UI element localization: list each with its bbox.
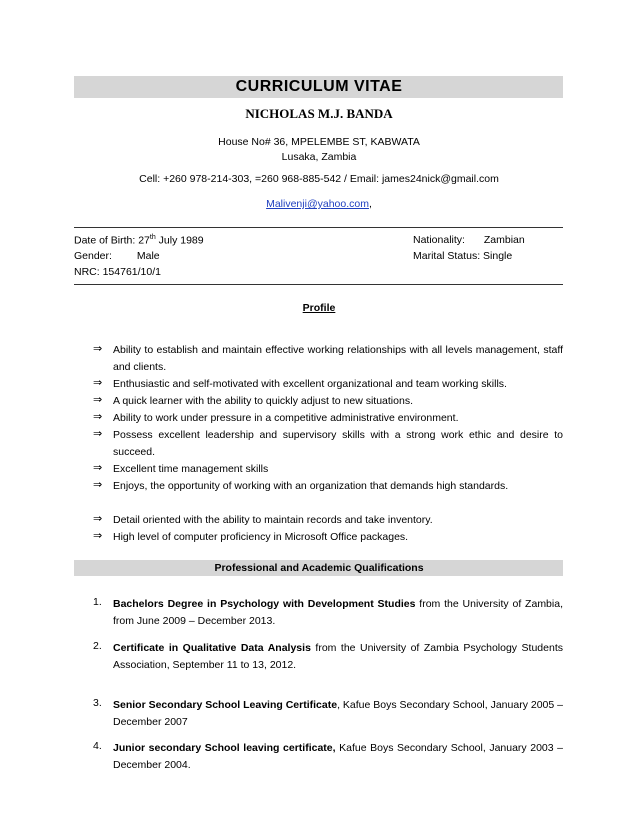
alt-email-line <box>0 198 638 210</box>
qualification-detail: from the University of Zambia Psychology Students Association, September 11 to 13, 2012. <box>113 642 563 671</box>
bullet-arrow-icon: ⇒ <box>93 411 103 423</box>
divider-bottom <box>74 284 563 285</box>
address-line-1: House No# 36, MPELEMBE ST, KABWATA <box>218 136 420 148</box>
gender-value: Male <box>136 250 160 262</box>
bullet-arrow-icon: ⇒ <box>93 479 103 491</box>
bullet-arrow-icon: ⇒ <box>93 530 103 542</box>
qualification-title: Bachelors Degree in Psychology with Development Studies <box>113 598 416 610</box>
list-item: Ability to establish and maintain effective working relationships with all levels management, staff and clients. <box>113 344 563 373</box>
bullet-arrow-icon: ⇒ <box>93 513 103 525</box>
bullet-arrow-icon: ⇒ <box>93 343 103 355</box>
qualifications-heading: Professional and Academic Qualifications <box>214 562 424 574</box>
document-title: CURRICULUM VITAE <box>235 78 403 95</box>
list-item: Enthusiastic and self-motivated with excellent organizational and team working skills. <box>113 378 507 390</box>
qualification-title: Junior secondary School leaving certificate, <box>113 742 336 754</box>
list-item: Detail oriented with the ability to maintain records and take inventory. <box>113 514 433 526</box>
bullet-arrow-icon: ⇒ <box>93 428 103 440</box>
address-line-2: Lusaka, Zambia <box>281 151 357 163</box>
dob-row <box>74 234 204 247</box>
gender-row <box>74 250 160 262</box>
list-item: High level of computer proficiency in Microsoft Office packages. <box>113 531 409 543</box>
list-item: Ability to work under pressure in a competitive administrative environment. <box>113 412 459 424</box>
alt-email-link[interactable]: Malivenji@yahoo.com <box>266 198 369 210</box>
qualification-item <box>113 596 563 630</box>
nationality-value: Zambian <box>483 234 525 246</box>
nationality-row <box>413 234 525 246</box>
profile-heading: Profile <box>302 302 336 314</box>
qualification-detail: from the University of Zambia, from June 2009 – December 2013. <box>113 598 563 627</box>
qualification-detail: Kafue Boys Secondary School, January 2003 – December 2004. <box>113 742 563 771</box>
dob-suffix: th <box>149 234 156 241</box>
qualification-number: 2. <box>93 640 102 652</box>
bullet-arrow-icon: ⇒ <box>93 377 103 389</box>
list-item: Possess excellent leadership and supervisory skills with a strong work ethic and desire to succeed. <box>113 429 563 458</box>
gender-label: Gender: <box>74 250 112 262</box>
nationality-label: Nationality: <box>413 234 465 246</box>
list-item: Enjoys, the opportunity of working with an organization that demands high standards. <box>113 480 509 492</box>
nrc-row: NRC: 154761/10/1 <box>74 266 161 278</box>
candidate-name: NICHOLAS M.J. BANDA <box>245 106 393 121</box>
alt-email-suffix: , <box>368 198 372 210</box>
dob-rest: July 1989 <box>158 234 204 247</box>
list-item: A quick learner with the ability to quickly adjust to new situations. <box>113 395 413 407</box>
qualification-detail: , Kafue Boys Secondary School, January 2005 – December 2007 <box>113 699 563 728</box>
qualification-number: 1. <box>93 596 102 608</box>
qualification-item <box>113 740 563 774</box>
qualification-title: Certificate in Qualitative Data Analysis <box>113 642 311 654</box>
marital-row: Marital Status: Single <box>413 250 513 262</box>
contact-line: Cell: +260 978-214-303, =260 968-885-542 / Email: james24nick@gmail.com <box>139 173 499 185</box>
qualification-item <box>113 697 563 731</box>
qualification-item <box>113 640 563 674</box>
bullet-arrow-icon: ⇒ <box>93 462 103 474</box>
bullet-arrow-icon: ⇒ <box>93 394 103 406</box>
dob-label: Date of Birth: <box>74 234 136 247</box>
qualification-number: 3. <box>93 697 102 709</box>
qualification-title: Senior Secondary School Leaving Certificate <box>113 699 338 711</box>
list-item: Excellent time management skills <box>113 463 269 475</box>
divider-top <box>74 227 563 228</box>
qualification-number: 4. <box>93 740 102 752</box>
dob-day: 27 <box>138 234 150 247</box>
